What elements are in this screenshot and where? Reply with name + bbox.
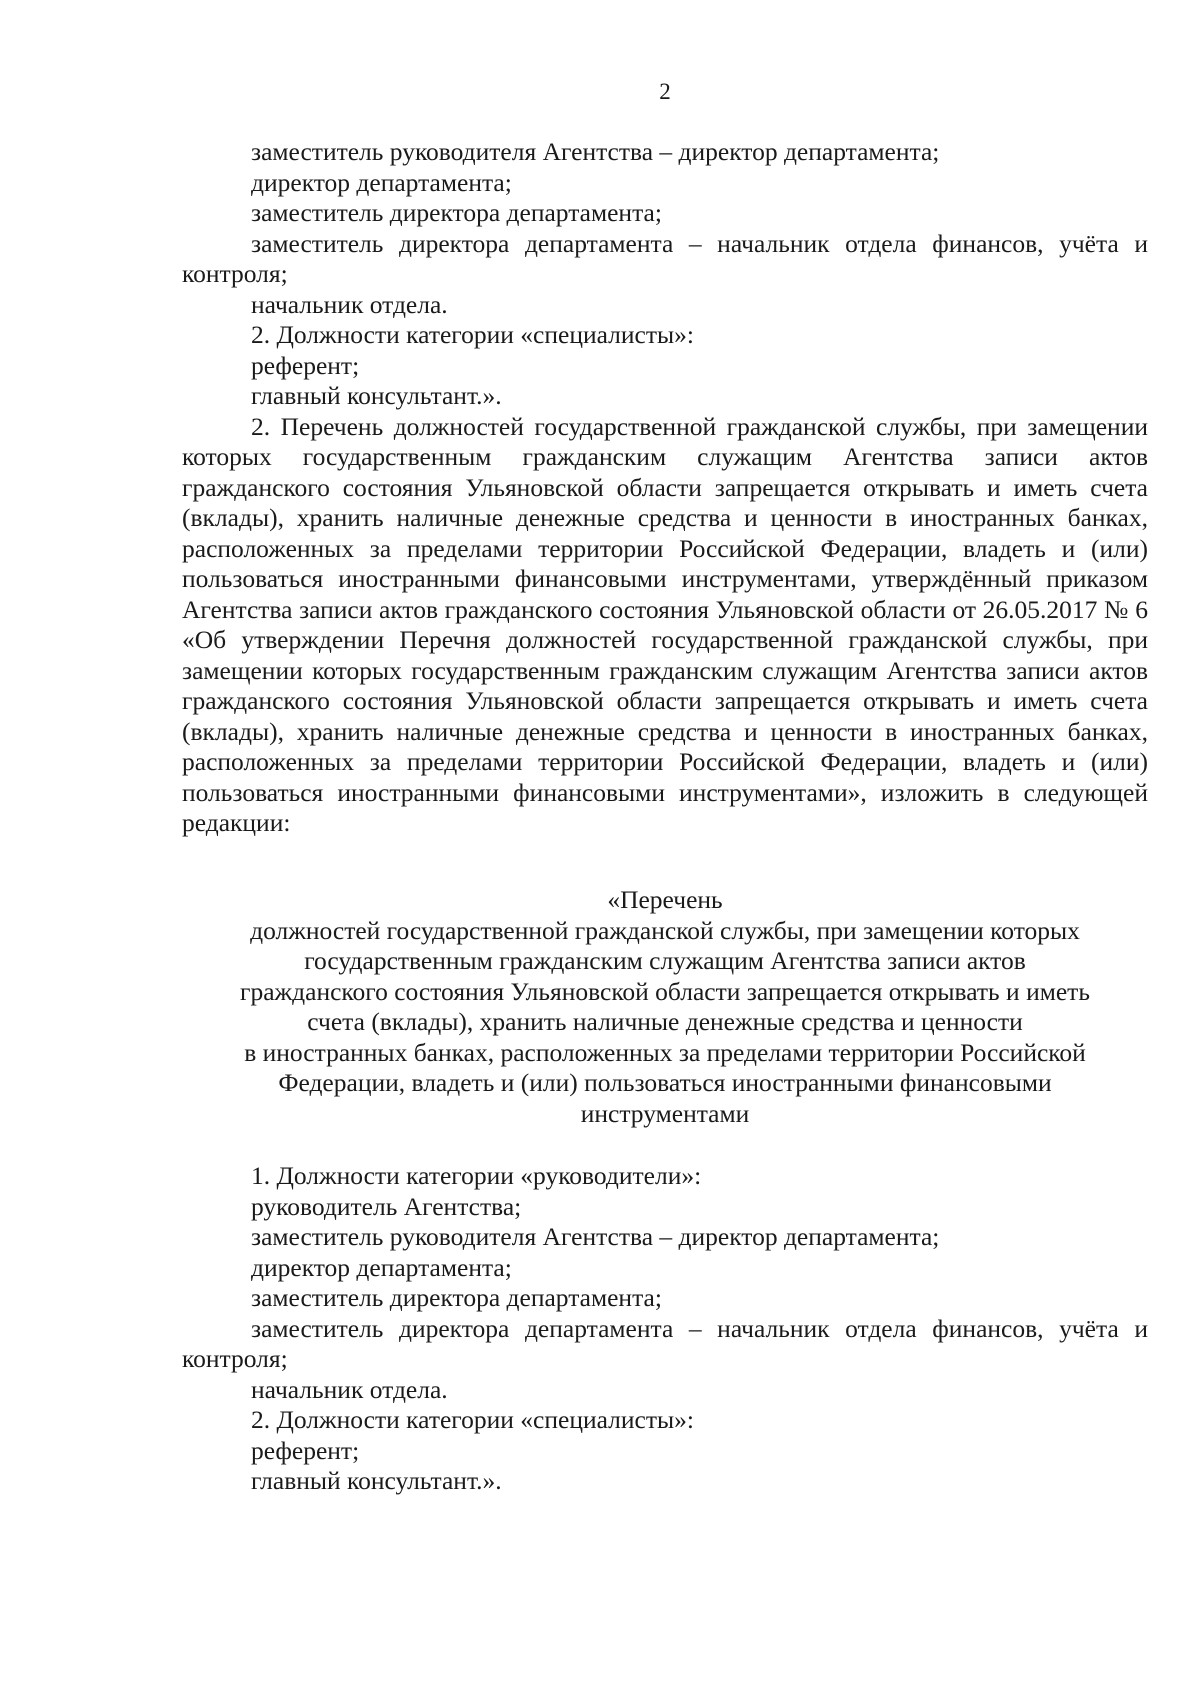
page-number: 2 [659, 79, 671, 104]
list-item: заместитель директора департамента – начальник отдела финансов, учёта и контроля; [182, 228, 1148, 288]
list-item: главный консультант.». [251, 381, 502, 410]
list-item: главный консультант.». [251, 1466, 502, 1495]
title-line: в иностранных банках, расположенных за пределами территории Российской [244, 1037, 1086, 1067]
list-item: руководитель Агентства; [251, 1191, 522, 1221]
category-heading: 2. Должности категории «специалисты»: [251, 1405, 694, 1434]
list-title [182, 885, 1148, 1129]
list-item: заместитель директора департамента – начальник отдела финансов, учёта и контроля; [182, 1313, 1148, 1373]
title-line: «Перечень [607, 885, 723, 914]
title-line: Федерации, владеть и (или) пользоваться иностранными финансовыми [278, 1068, 1052, 1097]
main-paragraph: 2. Перечень должностей государственной гражданской службы, при замещении которых государственным гражданским служащим Агентства записи актов гражданского состояния Ульяновской области запрещается открывать и иметь счета (вклады), хранить наличные денежные средства и ценности в иностранных банках, расположенных за пределами территории Российской Федерации, владеть и (или) пользоваться иностранными финансовыми инструментами, утверждённый приказом Агентства записи актов гражданского состояния Ульяновской области от 26.05.2017 № 6 «Об утверждении Перечня должностей государственной гражданской службы, при замещении которых государственным гражданским служащим Агентства записи актов гражданского состояния Ульяновской области запрещается открывать и иметь счета (вклады), хранить наличные денежные средства и ценности в иностранных банках, расположенных за пределами территории Российской Федерации, владеть и (или) пользоваться иностранными финансовыми инструментами», изложить в следующей редакции: [182, 411, 1148, 837]
list-item: заместитель руководителя Агентства – директор департамента; [251, 137, 940, 166]
title-line: инструментами [580, 1098, 750, 1128]
bottom-position-list [182, 1161, 1148, 1497]
list-item: заместитель руководителя Агентства – директор департамента; [251, 1222, 940, 1251]
list-item: заместитель директора департамента; [251, 1283, 662, 1312]
title-line: государственным гражданским служащим Агентства записи актов [304, 946, 1026, 975]
list-item: референт; [251, 350, 360, 380]
list-item: директор департамента; [251, 167, 512, 197]
top-position-list [182, 137, 1148, 839]
list-item: заместитель директора департамента; [251, 198, 662, 227]
title-line: счета (вклады), хранить наличные денежные средства и ценности [307, 1007, 1023, 1036]
list-item: начальник отдела. [251, 1374, 448, 1404]
title-line: гражданского состояния Ульяновской области запрещается открывать и иметь [240, 976, 1090, 1006]
list-item: референт; [251, 1435, 360, 1465]
title-line: должностей государственной гражданской службы, при замещении которых [250, 915, 1080, 945]
category-heading: 2. Должности категории «специалисты»: [251, 320, 694, 349]
list-item: директор департамента; [251, 1252, 512, 1282]
category-heading: 1. Должности категории «руководители»: [251, 1161, 702, 1190]
list-item: начальник отдела. [251, 289, 448, 319]
